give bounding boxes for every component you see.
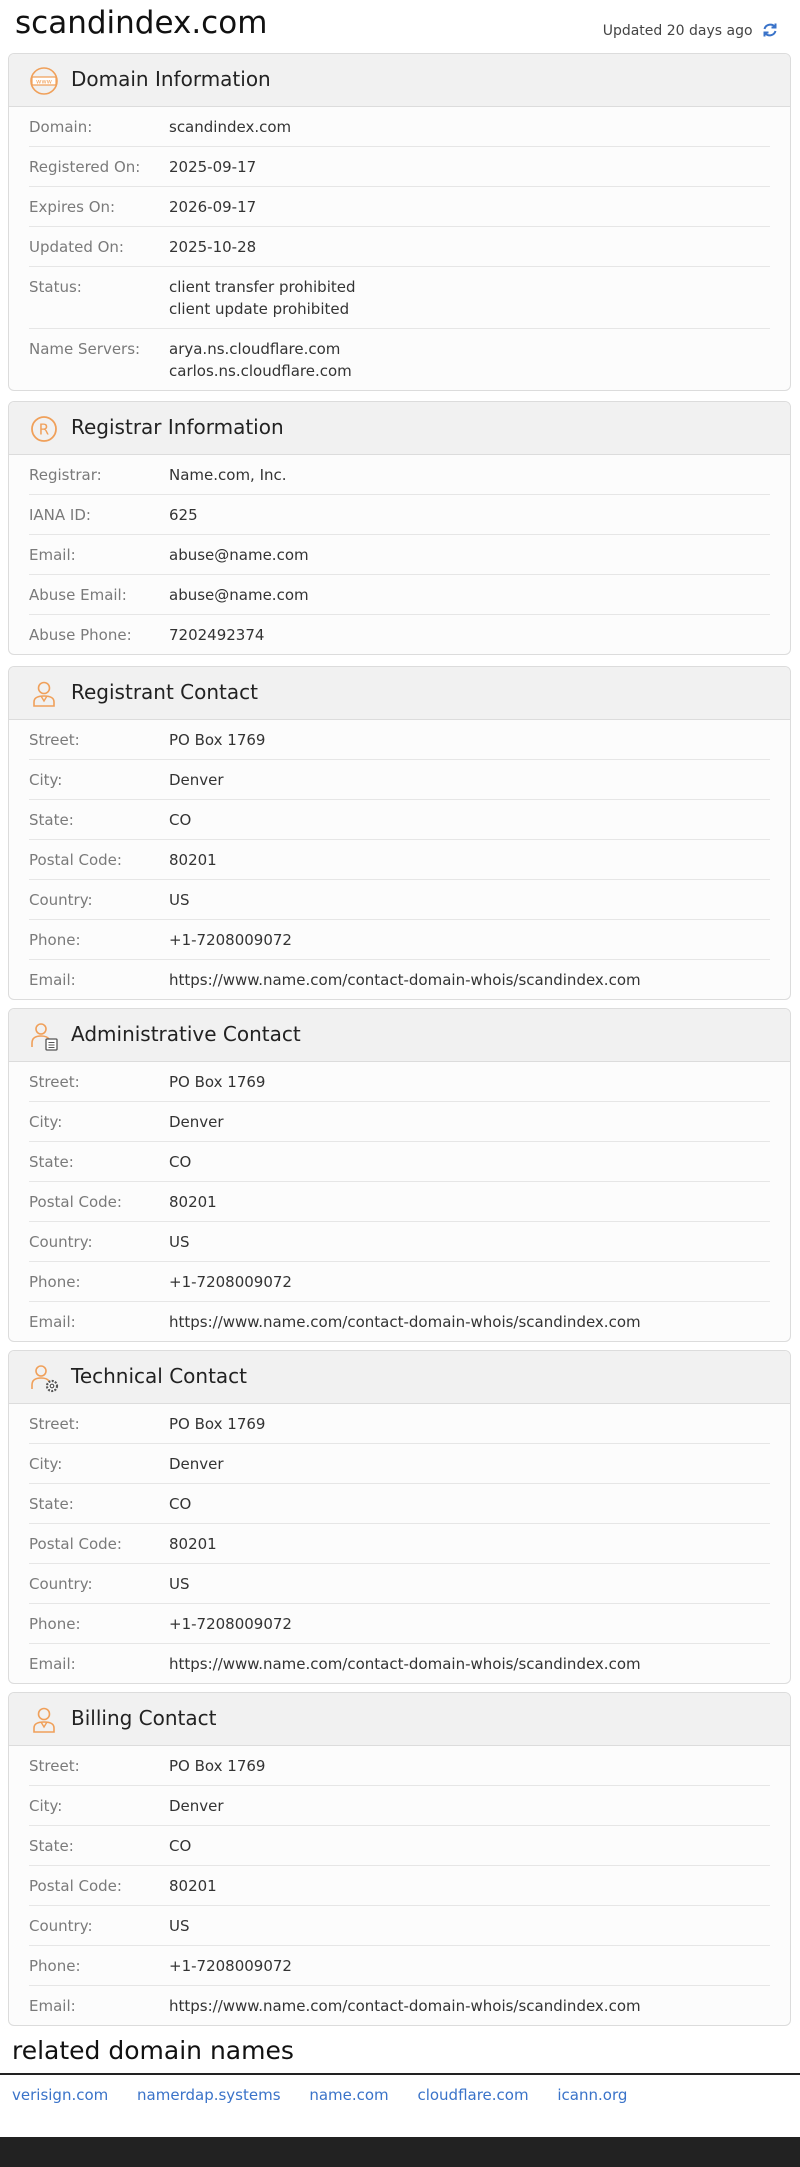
card-header [9, 667, 790, 720]
info-row [29, 329, 770, 390]
row-value [169, 1413, 265, 1435]
row-label: Postal Code: [29, 1535, 122, 1553]
row-label: Street: [29, 1073, 80, 1091]
row-label: Abuse Phone: [29, 626, 132, 644]
info-row [29, 1262, 770, 1302]
row-value [169, 809, 191, 831]
info-row [29, 960, 770, 999]
info-row [29, 147, 770, 187]
administrative-contact-card [8, 1008, 791, 1342]
footer-bar [0, 2137, 800, 2167]
row-label: Email: [29, 1313, 76, 1331]
domain-information-card [8, 53, 791, 391]
value-line: US [169, 1575, 190, 1593]
info-row [29, 720, 770, 760]
value-line: 80201 [169, 1877, 217, 1895]
info-row [29, 187, 770, 227]
card-title: Registrant Contact [71, 680, 258, 704]
row-value [169, 1493, 191, 1515]
card-header [9, 402, 790, 455]
row-label: IANA ID: [29, 506, 91, 524]
value-line: abuse@name.com [169, 546, 309, 564]
row-value [169, 1835, 191, 1857]
person-clipboard-icon [29, 1021, 59, 1051]
row-label: Country: [29, 1575, 93, 1593]
info-row [29, 800, 770, 840]
value-line: Denver [169, 771, 224, 789]
row-label: City: [29, 1113, 63, 1131]
info-row [29, 455, 770, 495]
value-line: arya.ns.cloudflare.com [169, 340, 341, 358]
row-value [169, 1111, 224, 1133]
row-value [169, 1191, 217, 1213]
info-row [29, 107, 770, 147]
row-label: Phone: [29, 1957, 81, 1975]
card-title: Technical Contact [71, 1364, 248, 1388]
www-icon [29, 66, 59, 96]
value-line: PO Box 1769 [169, 1757, 266, 1775]
related-domain-link[interactable]: verisign.com [12, 2086, 109, 2104]
row-value [169, 1533, 217, 1555]
value-line: 80201 [169, 851, 217, 869]
value-line: 80201 [169, 1193, 217, 1211]
row-value [169, 338, 352, 382]
row-label: State: [29, 1837, 74, 1855]
info-row [29, 920, 770, 960]
value-line: 2025-10-28 [169, 238, 257, 256]
value-line: +1-7208009072 [169, 1957, 292, 1975]
info-row [29, 1786, 770, 1826]
person-icon [29, 679, 59, 709]
row-value [169, 236, 256, 258]
card-header [9, 1693, 790, 1746]
value-line: client update prohibited [169, 300, 350, 318]
value-line: +1-7208009072 [169, 1273, 292, 1291]
row-label: State: [29, 1153, 74, 1171]
row-value [169, 1271, 292, 1293]
row-label: Registered On: [29, 158, 141, 176]
value-line: https://www.name.com/contact-domain-whois/scandindex.com [169, 971, 641, 989]
value-line: US [169, 1233, 190, 1251]
row-label: City: [29, 1797, 63, 1815]
card-body [9, 455, 790, 654]
related-domains-links [12, 2086, 651, 2104]
info-row [29, 840, 770, 880]
value-line: PO Box 1769 [169, 1073, 266, 1091]
info-row [29, 615, 770, 654]
row-value [169, 1755, 265, 1777]
value-line: carlos.ns.cloudflare.com [169, 362, 352, 380]
row-label: State: [29, 811, 74, 829]
svg-text:R: R [38, 420, 50, 439]
value-line: client transfer prohibited [169, 278, 356, 296]
row-label: Name Servers: [29, 340, 141, 358]
row-label: Email: [29, 546, 76, 564]
row-value [169, 464, 287, 486]
card-body [9, 1746, 790, 2025]
info-row [29, 1142, 770, 1182]
value-line: +1-7208009072 [169, 1615, 292, 1633]
svg-text:www: www [36, 77, 52, 86]
value-line: 2025-09-17 [169, 158, 257, 176]
updated-status [603, 22, 778, 39]
row-label: Expires On: [29, 198, 116, 216]
row-label: Country: [29, 891, 93, 909]
registrant-contact-card [8, 666, 791, 1000]
row-label: Country: [29, 1233, 93, 1251]
info-row [29, 535, 770, 575]
row-label: Country: [29, 1917, 93, 1935]
row-value [169, 504, 198, 526]
person-icon [29, 1705, 59, 1735]
related-domains-title: related domain names [12, 2036, 294, 2065]
card-title: Registrar Information [71, 415, 284, 439]
info-row [29, 267, 770, 329]
related-domain-link[interactable]: cloudflare.com [417, 2086, 529, 2104]
row-value [169, 1613, 292, 1635]
row-value [169, 156, 256, 178]
value-line: CO [169, 811, 192, 829]
info-row [29, 1986, 770, 2025]
refresh-icon[interactable] [762, 22, 778, 38]
info-row [29, 575, 770, 615]
row-value [169, 969, 641, 991]
card-title: Administrative Contact [71, 1022, 301, 1046]
row-label: Postal Code: [29, 1193, 122, 1211]
row-label: Street: [29, 1757, 80, 1775]
value-line: https://www.name.com/contact-domain-whois/scandindex.com [169, 1655, 641, 1673]
row-label: Postal Code: [29, 851, 122, 869]
value-line: scandindex.com [169, 118, 292, 136]
info-row [29, 1484, 770, 1524]
info-row [29, 1946, 770, 1986]
value-line: PO Box 1769 [169, 1415, 266, 1433]
row-label: Postal Code: [29, 1877, 122, 1895]
value-line: Denver [169, 1455, 224, 1473]
row-value [169, 1995, 641, 2017]
card-body [9, 1404, 790, 1683]
card-header [9, 1351, 790, 1404]
row-value [169, 116, 291, 138]
value-line: https://www.name.com/contact-domain-whois/scandindex.com [169, 1313, 641, 1331]
related-domain-link[interactable]: name.com [309, 2086, 389, 2104]
value-line: 80201 [169, 1535, 217, 1553]
row-value [169, 1875, 217, 1897]
row-label: State: [29, 1495, 74, 1513]
card-body [9, 107, 790, 390]
row-value [169, 584, 309, 606]
divider [0, 2073, 800, 2075]
card-title: Billing Contact [71, 1706, 217, 1730]
registered-icon [29, 414, 59, 444]
info-row [29, 495, 770, 535]
value-line: CO [169, 1495, 192, 1513]
info-row [29, 1906, 770, 1946]
value-line: PO Box 1769 [169, 731, 266, 749]
info-row [29, 1102, 770, 1142]
value-line: CO [169, 1153, 192, 1171]
value-line: US [169, 891, 190, 909]
updated-text: Updated 20 days ago [602, 23, 753, 39]
info-row [29, 1564, 770, 1604]
row-label: Registrar: [29, 466, 102, 484]
person-gear-icon [29, 1363, 59, 1393]
value-line: Name.com, Inc. [169, 466, 287, 484]
row-value [169, 929, 292, 951]
row-label: Phone: [29, 931, 81, 949]
registrar-information-card [8, 401, 791, 655]
row-value [169, 544, 309, 566]
info-row [29, 1222, 770, 1262]
row-value [169, 729, 265, 751]
site-title: scandindex.com [15, 5, 268, 41]
row-value [169, 1071, 265, 1093]
row-value [169, 1795, 224, 1817]
info-row [29, 1746, 770, 1786]
row-value [169, 1231, 190, 1253]
value-line: CO [169, 1837, 192, 1855]
row-value [169, 1573, 190, 1595]
row-label: Street: [29, 731, 80, 749]
row-value [169, 1151, 191, 1173]
row-label: Status: [29, 278, 82, 296]
row-label: City: [29, 1455, 63, 1473]
row-value [169, 889, 190, 911]
info-row [29, 1182, 770, 1222]
technical-contact-card [8, 1350, 791, 1684]
row-label: Email: [29, 1997, 76, 2015]
value-line: https://www.name.com/contact-domain-whois/scandindex.com [169, 1997, 641, 2015]
info-row [29, 1524, 770, 1564]
value-line: Denver [169, 1113, 224, 1131]
info-row [29, 1826, 770, 1866]
info-row [29, 1866, 770, 1906]
value-line: US [169, 1917, 190, 1935]
row-value [169, 196, 256, 218]
related-domain-link[interactable]: icann.org [557, 2086, 628, 2104]
row-value [169, 1915, 190, 1937]
row-value [169, 1453, 224, 1475]
row-label: Domain: [29, 118, 93, 136]
card-body [9, 1062, 790, 1341]
row-label: Street: [29, 1415, 80, 1433]
row-label: Email: [29, 971, 76, 989]
row-value [169, 849, 217, 871]
row-label: Email: [29, 1655, 76, 1673]
value-line: 2026-09-17 [169, 198, 257, 216]
row-label: Phone: [29, 1615, 81, 1633]
value-line: abuse@name.com [169, 586, 309, 604]
related-domain-link[interactable]: namerdap.systems [137, 2086, 281, 2104]
top-header [0, 0, 800, 53]
value-line: +1-7208009072 [169, 931, 292, 949]
card-title: Domain Information [71, 67, 271, 91]
info-row [29, 1644, 770, 1683]
row-value [169, 1311, 641, 1333]
card-header [9, 54, 790, 107]
row-label: Updated On: [29, 238, 124, 256]
row-value [169, 1955, 292, 1977]
row-label: City: [29, 771, 63, 789]
info-row [29, 1302, 770, 1341]
info-row [29, 1062, 770, 1102]
row-value [169, 1653, 641, 1675]
info-row [29, 1404, 770, 1444]
info-row [29, 760, 770, 800]
card-header [9, 1009, 790, 1062]
row-value [169, 624, 264, 646]
value-line: Denver [169, 1797, 224, 1815]
billing-contact-card [8, 1692, 791, 2026]
info-row [29, 1444, 770, 1484]
value-line: 7202492374 [169, 626, 265, 644]
row-value [169, 276, 356, 320]
row-value [169, 769, 224, 791]
row-label: Phone: [29, 1273, 81, 1291]
info-row [29, 227, 770, 267]
value-line: 625 [169, 506, 198, 524]
card-body [9, 720, 790, 999]
info-row [29, 1604, 770, 1644]
info-row [29, 880, 770, 920]
row-label: Abuse Email: [29, 586, 127, 604]
